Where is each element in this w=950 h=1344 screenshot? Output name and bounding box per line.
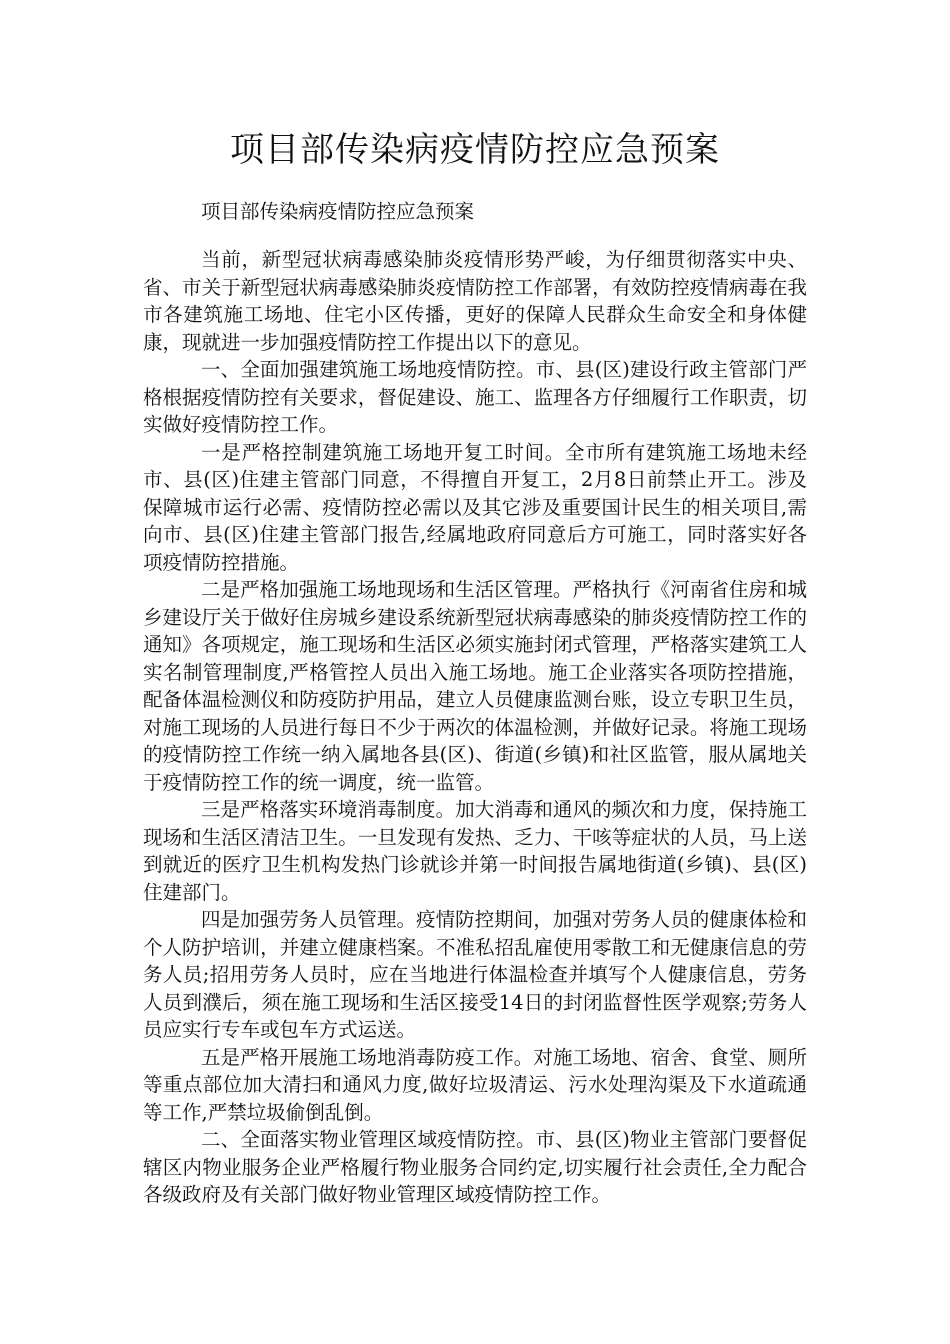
paragraph-item-5: 五是严格开展施工场地消毒防疫工作。对施工场地、宿舍、食堂、厕所等重点部位加大清扫和通风力度,做好垃圾清运、污水处理沟渠及下水道疏通等工作,严禁垃圾偷倒乱倒。 [143, 1045, 807, 1124]
paragraph-section-1: 一、全面加强建筑施工场地疫情防控。市、县(区)建设行政主管部门严格根据疫情防控有关要求，督促建设、施工、监理各方仔细履行工作职责，切实做好疫情防控工作。 [143, 358, 807, 436]
paragraph-section-2: 二、全面落实物业管理区域疫情防控。市、县(区)物业主管部门要督促辖区内物业服务企业严格履行物业服务合同约定,切实履行社会责任,全力配合各级政府及有关部门做好物业管理区域疫情防控工作。 [143, 1128, 807, 1206]
paragraph-item-2: 二是严格加强施工场地现场和生活区管理。严格执行《河南省住房和城乡建设厅关于做好住房城乡建设系统新型冠状病毒感染的肺炎疫情防控工作的通知》各项规定，施工现场和生活区必须实施封闭式管理，严格落实建筑工人实名制管理制度,严格管控人员出入施工场地。施工企业落实各项防控措施，配备体温检测仪和防疫防护用品，建立人员健康监测台账，设立专职卫生员，对施工现场的人员进行每日不少于两次的体温检测，并做好记录。将施工现场的疫情防控工作统一纳入属地各县(区)、街道(乡镇)和社区监管，服从属地关于疫情防控工作的统一调度，统一监管。 [143, 578, 807, 794]
paragraph-item-1: 一是严格控制建筑施工场地开复工时间。全市所有建筑施工场地未经市、县(区)住建主管部门同意，不得擅自开复工，2月8日前禁止开工。涉及保障城市运行必需、疫情防控必需以及其它涉及重要国计民生的相关项目,需向市、县(区)住建主管部门报告,经属地政府同意后方可施工，同时落实好各项疫情防控措施。 [143, 440, 807, 574]
paragraph-item-3: 三是严格落实环境消毒制度。加大消毒和通风的频次和力度，保持施工现场和生活区清洁卫生。一旦发现有发热、乏力、干咳等症状的人员，马上送到就近的医疗卫生机构发热门诊就诊并第一时间报告属地街道(乡镇)、县(区)住建部门。 [143, 798, 807, 904]
paragraph-intro: 当前，新型冠状病毒感染肺炎疫情形势严峻，为仔细贯彻落实中央、省、市关于新型冠状病毒感染肺炎疫情防控工作部署，有效防控疫情病毒在我市各建筑施工场地、住宅小区传播，更好的保障人民群众生命安全和身体健康，现就进一步加强疫情防控工作提出以下的意见。 [143, 248, 807, 354]
document-body [143, 246, 807, 1209]
page-subtitle: 项目部传染病疫情防控应急预案 [201, 200, 475, 223]
page-title: 项目部传染病疫情防控应急预案 [230, 130, 720, 170]
paragraph-item-4: 四是加强劳务人员管理。疫情防控期间，加强对劳务人员的健康体检和个人防护培训，并建立健康档案。不准私招乱雇使用零散工和无健康信息的劳务人员;招用劳务人员时，应在当地进行体温检查并填写个人健康信息，劳务人员到濮后，须在施工现场和生活区接受14日的封闭监督性医学观察;劳务人员应实行专车或包车方式运送。 [143, 908, 807, 1041]
